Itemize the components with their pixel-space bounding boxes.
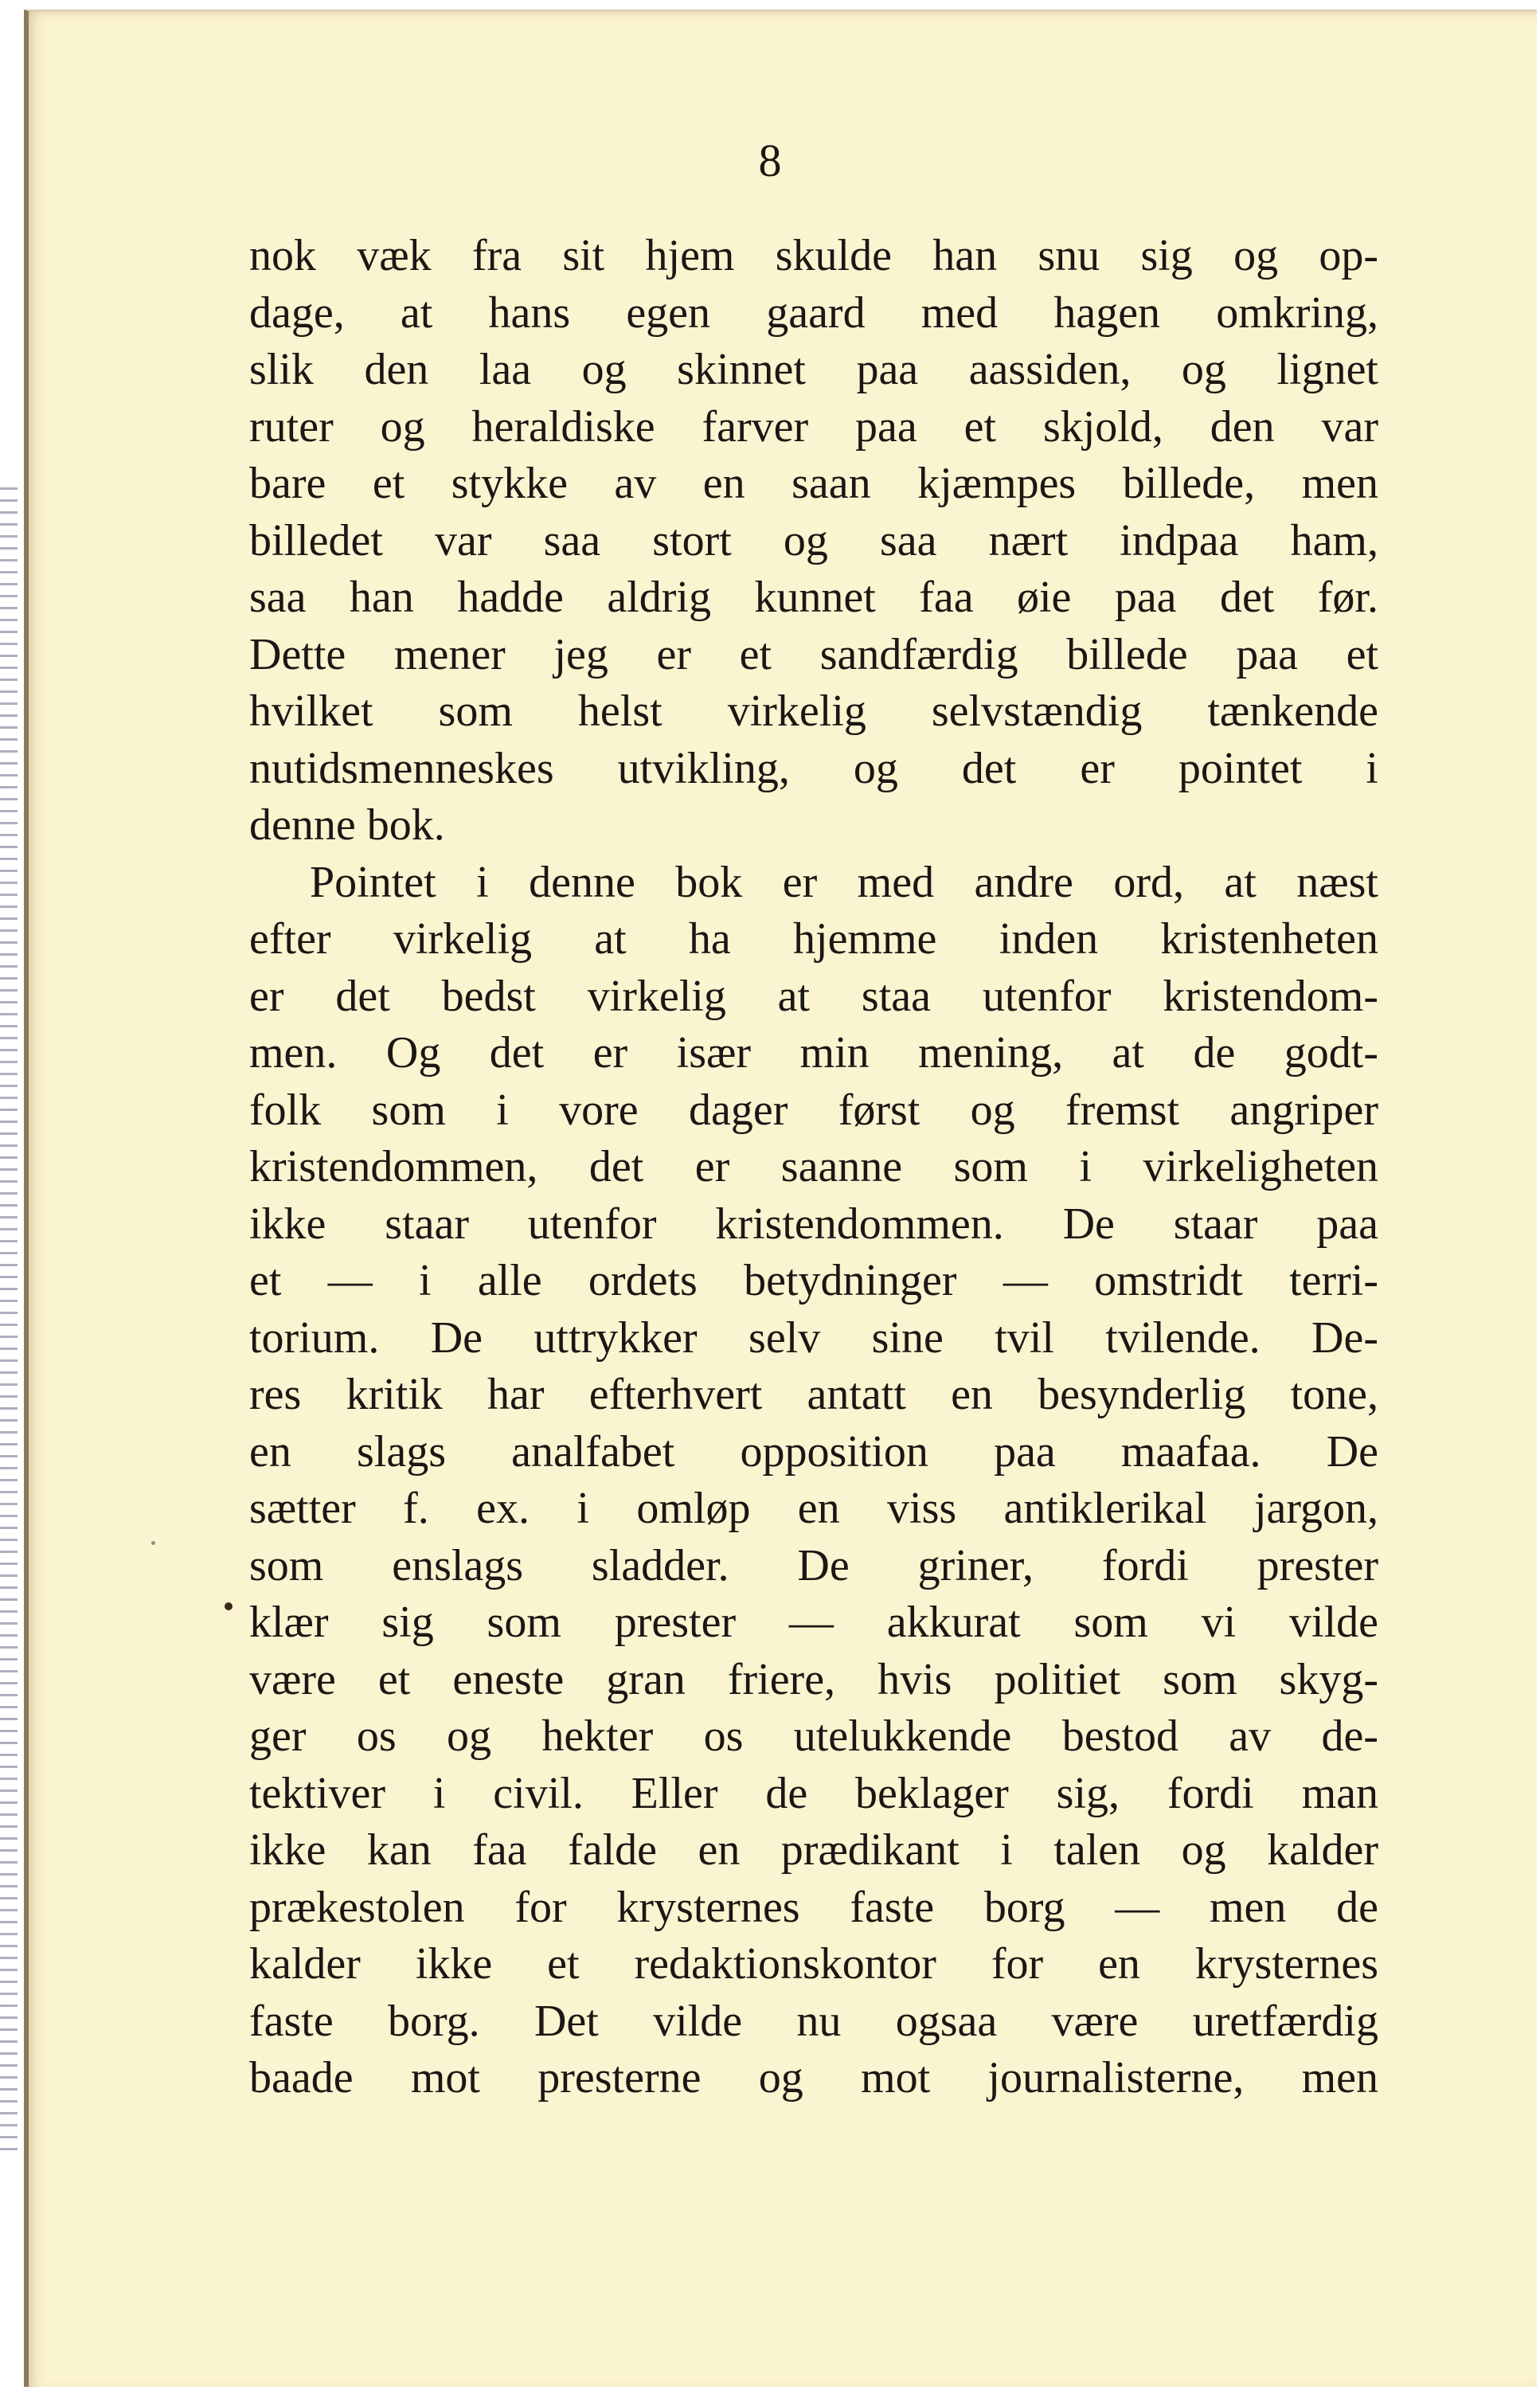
text-line: Dette mener jeg er et sandfærdig billede paa et xyxy=(249,629,1378,679)
text-line: som enslags sladder. De griner, fordi prester xyxy=(249,1540,1378,1590)
body-text xyxy=(249,228,1378,2107)
text-line: denne bok. xyxy=(249,800,445,850)
text-line: ikke kan faa falde en prædikant i talen og kalder xyxy=(249,1825,1378,1875)
text-line: faste borg. Det vilde nu ogsaa være uretfærdig xyxy=(249,1996,1378,2046)
text-line: kalder ikke et redaktionskontor for en krysternes xyxy=(249,1939,1378,1989)
text-line: en slags analfabet opposition paa maafaa. De xyxy=(249,1426,1378,1477)
text-line: bare et stykke av en saan kjæmpes billede, men xyxy=(249,459,1378,508)
text-line: kristendommen, det er saanne som i virkeligheten xyxy=(249,1142,1378,1191)
text-line: være et eneste gran friere, hvis politiet som skyg- xyxy=(249,1654,1378,1704)
text-line: sætter f. ex. i omløp en viss antiklerikal jargon, xyxy=(249,1484,1378,1533)
text-line: res kritik har efterhvert antatt en besynderlig tone, xyxy=(249,1370,1378,1419)
text-line: men. Og det er især min mening, at de godt- xyxy=(249,1028,1378,1078)
text-line: billedet var saa stort og saa nært indpaa ham, xyxy=(249,515,1378,565)
text-line: er det bedst virkelig at staa utenfor kristendom- xyxy=(249,971,1378,1021)
text-line: folk som i vore dager først og fremst angriper xyxy=(249,1085,1378,1135)
page-number: 8 xyxy=(758,135,782,186)
text-line: slik den laa og skinnet paa aassiden, og lignet xyxy=(249,345,1378,394)
text-line: et — i alle ordets betydninger — omstridt terri- xyxy=(249,1256,1378,1305)
text-line: dage, at hans egen gaard med hagen omkring, xyxy=(249,288,1378,338)
text-line: nutidsmenneskes utvikling, og det er pointet i xyxy=(249,743,1378,793)
text-line: prækestolen for krysternes faste borg — men de xyxy=(249,1882,1378,1932)
text-line: nok væk fra sit hjem skulde han snu sig og op- xyxy=(249,231,1378,280)
binding-edge xyxy=(0,478,18,2150)
ink-speck xyxy=(151,1541,155,1545)
text-line: klær sig som prester — akkurat som vi vilde xyxy=(249,1598,1378,1647)
text-line: tektiver i civil. Eller de beklager sig, fordi man xyxy=(249,1768,1378,1818)
text-line: ruter og heraldiske farver paa et skjold, den var xyxy=(249,401,1378,452)
text-line: baade mot presterne og mot journalisterne, men xyxy=(249,2053,1378,2102)
text-line: saa han hadde aldrig kunnet faa øie paa det før. xyxy=(249,573,1378,622)
ink-speck xyxy=(225,1602,233,1610)
text-line: ikke staar utenfor kristendommen. De staar paa xyxy=(249,1199,1378,1249)
text-line: efter virkelig at ha hjemme inden kristenheten xyxy=(249,914,1378,964)
text-line: torium. De uttrykker selv sine tvil tvilende. De- xyxy=(249,1312,1378,1363)
text-line: Pointet i denne bok er med andre ord, at næst xyxy=(310,857,1378,907)
text-line: hvilket som helst virkelig selvstændig tænkende xyxy=(249,686,1378,736)
text-line: ger os og hekter os utelukkende bestod av de- xyxy=(249,1711,1378,1761)
